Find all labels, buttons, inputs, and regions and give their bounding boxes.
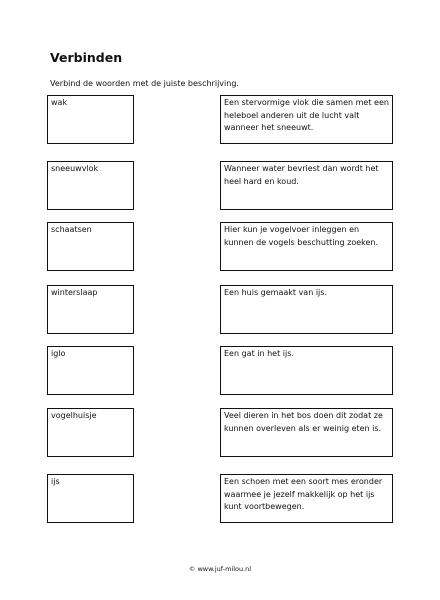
word-box-7[interactable]: ijs (47, 474, 134, 523)
word-box-5[interactable]: iglo (47, 346, 134, 395)
description-box-7[interactable]: Een schoen met een soort mes eronder waarmee je jezelf makkelijk op het ijs kunt voortbewegen. (220, 474, 393, 523)
footer-copyright: © www.juf-milou.nl (188, 565, 252, 573)
word-box-4[interactable]: winterslaap (47, 285, 134, 334)
description-box-3[interactable]: Hier kun je vogelvoer inleggen en kunnen de vogels beschutting zoeken. (220, 222, 393, 271)
page-title: Verbinden (50, 50, 123, 65)
word-box-2[interactable]: sneeuwvlok (47, 161, 134, 210)
description-box-2[interactable]: Wanneer water bevriest dan wordt het heel hard en koud. (220, 161, 393, 210)
instruction-text: Verbind de woorden met de juiste beschrijving. (50, 79, 239, 88)
word-box-1[interactable]: wak (47, 95, 134, 144)
word-box-3[interactable]: schaatsen (47, 222, 134, 271)
word-box-6[interactable]: vogelhuisje (47, 408, 134, 457)
description-box-4[interactable]: Een huis gemaakt van ijs. (220, 285, 393, 334)
description-box-5[interactable]: Een gat in het ijs. (220, 346, 393, 395)
description-box-6[interactable]: Veel dieren in het bos doen dit zodat ze kunnen overleven als er weinig eten is. (220, 408, 393, 457)
description-box-1[interactable]: Een stervormige vlok die samen met een heleboel anderen uit de lucht valt wanneer het sneeuwt. (220, 95, 393, 144)
